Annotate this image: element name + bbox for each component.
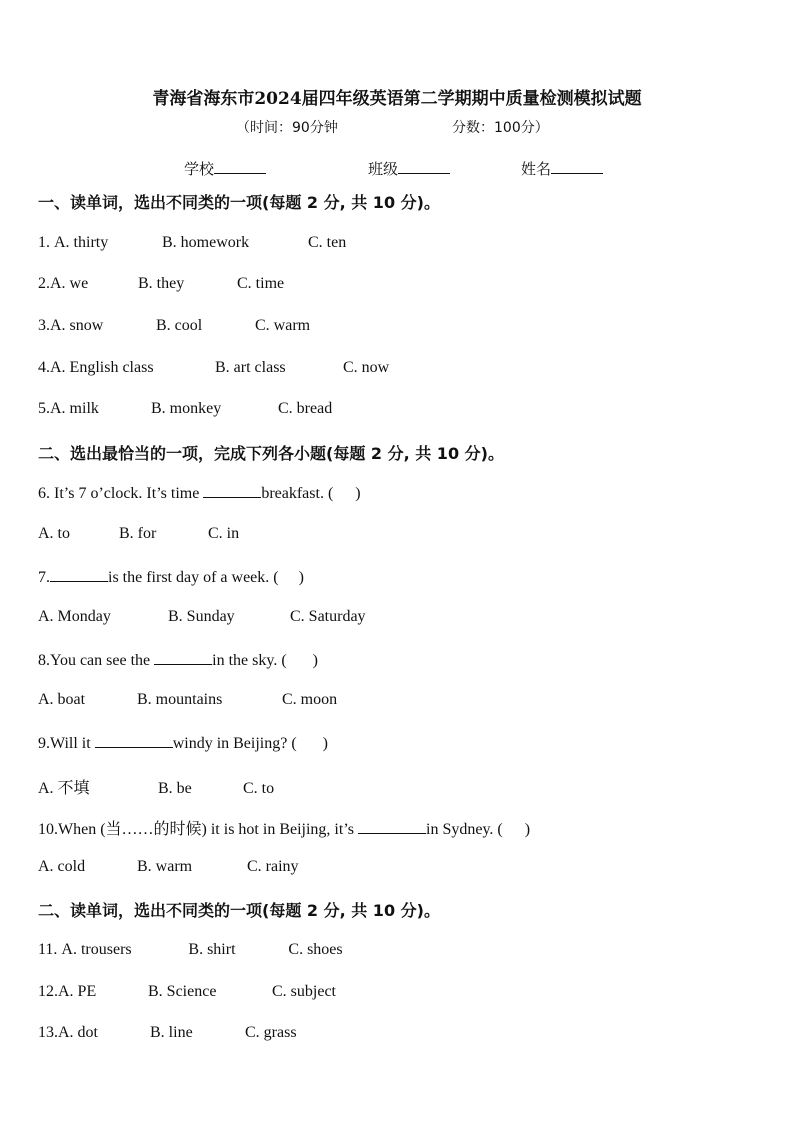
option-a[interactable]: A. milk: [50, 400, 99, 417]
answer-blank[interactable]: [203, 483, 261, 498]
option-c[interactable]: C. ten: [308, 234, 347, 251]
question-number: 12.: [38, 983, 58, 1000]
option-b[interactable]: B. be: [158, 780, 192, 797]
option-a[interactable]: A. snow: [50, 317, 104, 334]
question-6-options: [38, 525, 239, 543]
question-8-options: [38, 691, 337, 709]
option-a[interactable]: A. Monday: [38, 608, 111, 625]
option-c[interactable]: C. to: [243, 780, 275, 797]
option-b[interactable]: B. they: [138, 275, 185, 292]
option-c[interactable]: C. now: [343, 359, 390, 376]
option-c[interactable]: C. in: [208, 525, 240, 542]
question-8-stem: [38, 650, 318, 670]
question-number: 3.: [38, 317, 50, 334]
question-11: [38, 941, 343, 959]
paren-close: ): [312, 652, 318, 669]
option-a[interactable]: A. thirty: [54, 234, 109, 251]
question-6-stem: [38, 483, 361, 503]
question-number: 2.: [38, 275, 50, 292]
option-b[interactable]: B. mountains: [137, 691, 223, 708]
option-a[interactable]: A. to: [38, 525, 70, 542]
option-a[interactable]: A. dot: [58, 1024, 98, 1041]
question-text-tail: windy in Beijing? (: [172, 735, 297, 752]
name-label: 姓名: [521, 160, 552, 178]
question-text-tail: in the sky. (: [212, 652, 287, 669]
question-4: [38, 359, 389, 377]
answer-blank[interactable]: [154, 650, 212, 665]
option-a[interactable]: A. cold: [38, 858, 86, 875]
section-2-heading: 二、选出最恰当的一项，完成下列各小题(每题 2 分, 共 10 分)。: [38, 444, 504, 463]
option-b[interactable]: B. monkey: [151, 400, 222, 417]
school-field[interactable]: [184, 158, 266, 179]
question-10-stem: [38, 816, 530, 839]
school-blank[interactable]: [214, 159, 266, 174]
option-c[interactable]: C. rainy: [247, 858, 299, 875]
class-field[interactable]: [368, 158, 450, 179]
paren-close: ): [355, 485, 361, 502]
question-text: 8.You can see the: [38, 652, 155, 669]
option-c[interactable]: C. shoes: [288, 941, 343, 958]
class-blank[interactable]: [398, 159, 450, 174]
option-a[interactable]: A. trousers: [61, 941, 132, 958]
option-a[interactable]: A. PE: [58, 983, 97, 1000]
option-a[interactable]: A. 不填: [38, 780, 90, 797]
name-field[interactable]: [521, 158, 603, 179]
question-2: [38, 275, 284, 293]
question-number: 11.: [38, 941, 62, 958]
option-b[interactable]: B. shirt: [188, 941, 236, 958]
option-b[interactable]: B. cool: [156, 317, 203, 334]
question-7-stem: [38, 567, 304, 587]
question-text: 9.Will it: [38, 735, 95, 752]
question-12: [38, 983, 336, 1001]
question-text: 10.When (当……的时候) it is hot in Beijing, it’s: [38, 821, 358, 838]
option-a[interactable]: A. boat: [38, 691, 86, 708]
option-b[interactable]: B. warm: [137, 858, 193, 875]
question-number: 4.: [38, 359, 50, 376]
section-3-heading: 二、读单词，选出不同类的一项(每题 2 分, 共 10 分)。: [38, 901, 440, 920]
question-10-options: [38, 858, 299, 876]
option-b[interactable]: B. for: [119, 525, 157, 542]
question-text-tail: in Sydney. (: [426, 821, 503, 838]
question-5: [38, 400, 332, 418]
answer-blank[interactable]: [95, 733, 173, 748]
question-text: 7.: [38, 569, 50, 586]
option-b[interactable]: B. art class: [215, 359, 286, 376]
option-c[interactable]: C. grass: [245, 1024, 297, 1041]
question-text: 6. It’s 7 o’clock. It’s time: [38, 485, 204, 502]
question-text-tail: is the first day of a week. (: [108, 569, 279, 586]
option-b[interactable]: B. Science: [148, 983, 217, 1000]
option-a[interactable]: A. we: [50, 275, 89, 292]
option-c[interactable]: C. warm: [255, 317, 311, 334]
question-13: [38, 1024, 297, 1042]
option-c[interactable]: C. moon: [282, 691, 338, 708]
option-c[interactable]: C. bread: [278, 400, 333, 417]
section-1-heading: 一、读单词，选出不同类的一项(每题 2 分, 共 10 分)。: [38, 193, 440, 212]
option-b[interactable]: B. line: [150, 1024, 193, 1041]
exam-score: 分数：100分）: [452, 120, 549, 136]
paren-close: ): [524, 821, 531, 838]
question-number: 1.: [38, 234, 54, 251]
paren-close: ): [322, 735, 328, 752]
paren-close: ): [298, 569, 304, 586]
exam-time: （时间：90分钟: [236, 120, 338, 136]
exam-title: 青海省海东市2024届四年级英语第二学期期中质量检测模拟试题: [152, 89, 642, 109]
option-c[interactable]: C. Saturday: [290, 608, 366, 625]
answer-blank[interactable]: [358, 819, 426, 834]
option-b[interactable]: B. homework: [162, 234, 250, 251]
question-text-tail: breakfast. (: [261, 485, 334, 502]
question-9-options: [38, 775, 274, 798]
question-1: [38, 234, 346, 252]
option-c[interactable]: C. time: [237, 275, 285, 292]
school-label: 学校: [184, 160, 215, 178]
question-number: 13.: [38, 1024, 58, 1041]
option-c[interactable]: C. subject: [272, 983, 336, 1000]
option-b[interactable]: B. Sunday: [168, 608, 235, 625]
name-blank[interactable]: [551, 159, 603, 174]
question-7-options: [38, 608, 366, 626]
class-label: 班级: [368, 160, 399, 178]
question-3: [38, 317, 310, 335]
option-a[interactable]: A. English class: [50, 359, 154, 376]
question-number: 5.: [38, 400, 50, 417]
question-9-stem: [38, 733, 328, 753]
answer-blank[interactable]: [50, 567, 108, 582]
